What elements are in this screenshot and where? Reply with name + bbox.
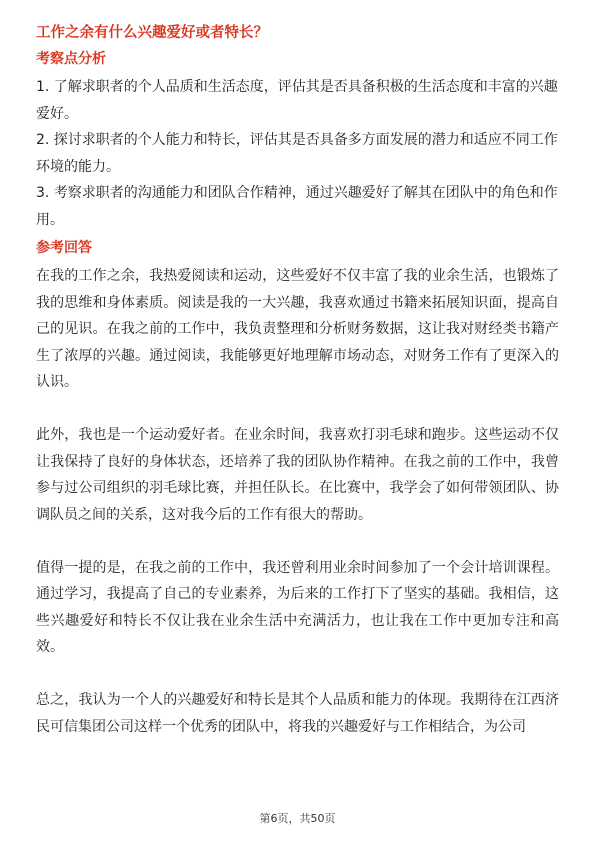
answer-heading: 参考回答 bbox=[36, 240, 92, 256]
answer-paragraph-1: 在我的工作之余，我热爱阅读和运动，这些爱好不仅丰富了我的业余生活，也锻炼了我的思维和身体素质。阅读是我的一大兴趣，我喜欢通过书籍来拓展知识面，提高自己的见识。在我之前的工作中，我负责整理和分析财务数据，这让我对财经类书籍产生了浓厚的兴趣。通过阅读，我能够更好地理解市场动态，对财务工作有了更深入的认识。 bbox=[36, 268, 559, 390]
answer-paragraph-4: 总之，我认为一个人的兴趣爱好和特长是其个人品质和能力的体现。我期待在江西济民可信集团公司这样一个优秀的团队中，将我的兴趣爱好与工作相结合，为公司 bbox=[36, 692, 559, 735]
answer-paragraph-2: 此外，我也是一个运动爱好者。在业余时间，我喜欢打羽毛球和跑步。这些运动不仅让我保持了良好的身体状态，还培养了我的团队协作精神。在我之前的工作中，我曾参与过公司组织的羽毛球比赛，并担任队长。在比赛中，我学会了如何带领团队、协调队员之间的关系，这对我今后的工作有很大的帮助。 bbox=[36, 427, 559, 523]
analysis-heading: 考察点分析 bbox=[36, 51, 106, 67]
analysis-point-1: 1. 了解求职者的个人品质和生活态度，评估其是否具备积极的生活态度和丰富的兴趣爱好。 bbox=[36, 79, 558, 122]
analysis-point-2: 2. 探讨求职者的个人能力和特长，评估其是否具备多方面发展的潜力和适应不同工作环境的能力。 bbox=[36, 132, 558, 175]
spacer bbox=[36, 528, 559, 555]
analysis-point-3: 3. 考察求职者的沟通能力和团队合作精神，通过兴趣爱好了解其在团队中的角色和作用。 bbox=[36, 185, 558, 228]
document-page bbox=[36, 22, 559, 740]
question-title: 工作之余有什么兴趣爱好或者特长？ bbox=[36, 25, 268, 41]
answer-paragraph-3: 值得一提的是，在我之前的工作中，我还曾利用业余时间参加了一个会计培训课程。通过学习，我提高了自己的专业素养，为后来的工作打下了坚实的基础。我相信，这些兴趣爱好和特长不仅让我在业余生活中充满活力，也让我在工作中更加专注和高效。 bbox=[36, 559, 559, 655]
spacer bbox=[36, 396, 559, 423]
spacer bbox=[36, 661, 559, 688]
page-number: 第6页，共50页 bbox=[259, 812, 336, 825]
